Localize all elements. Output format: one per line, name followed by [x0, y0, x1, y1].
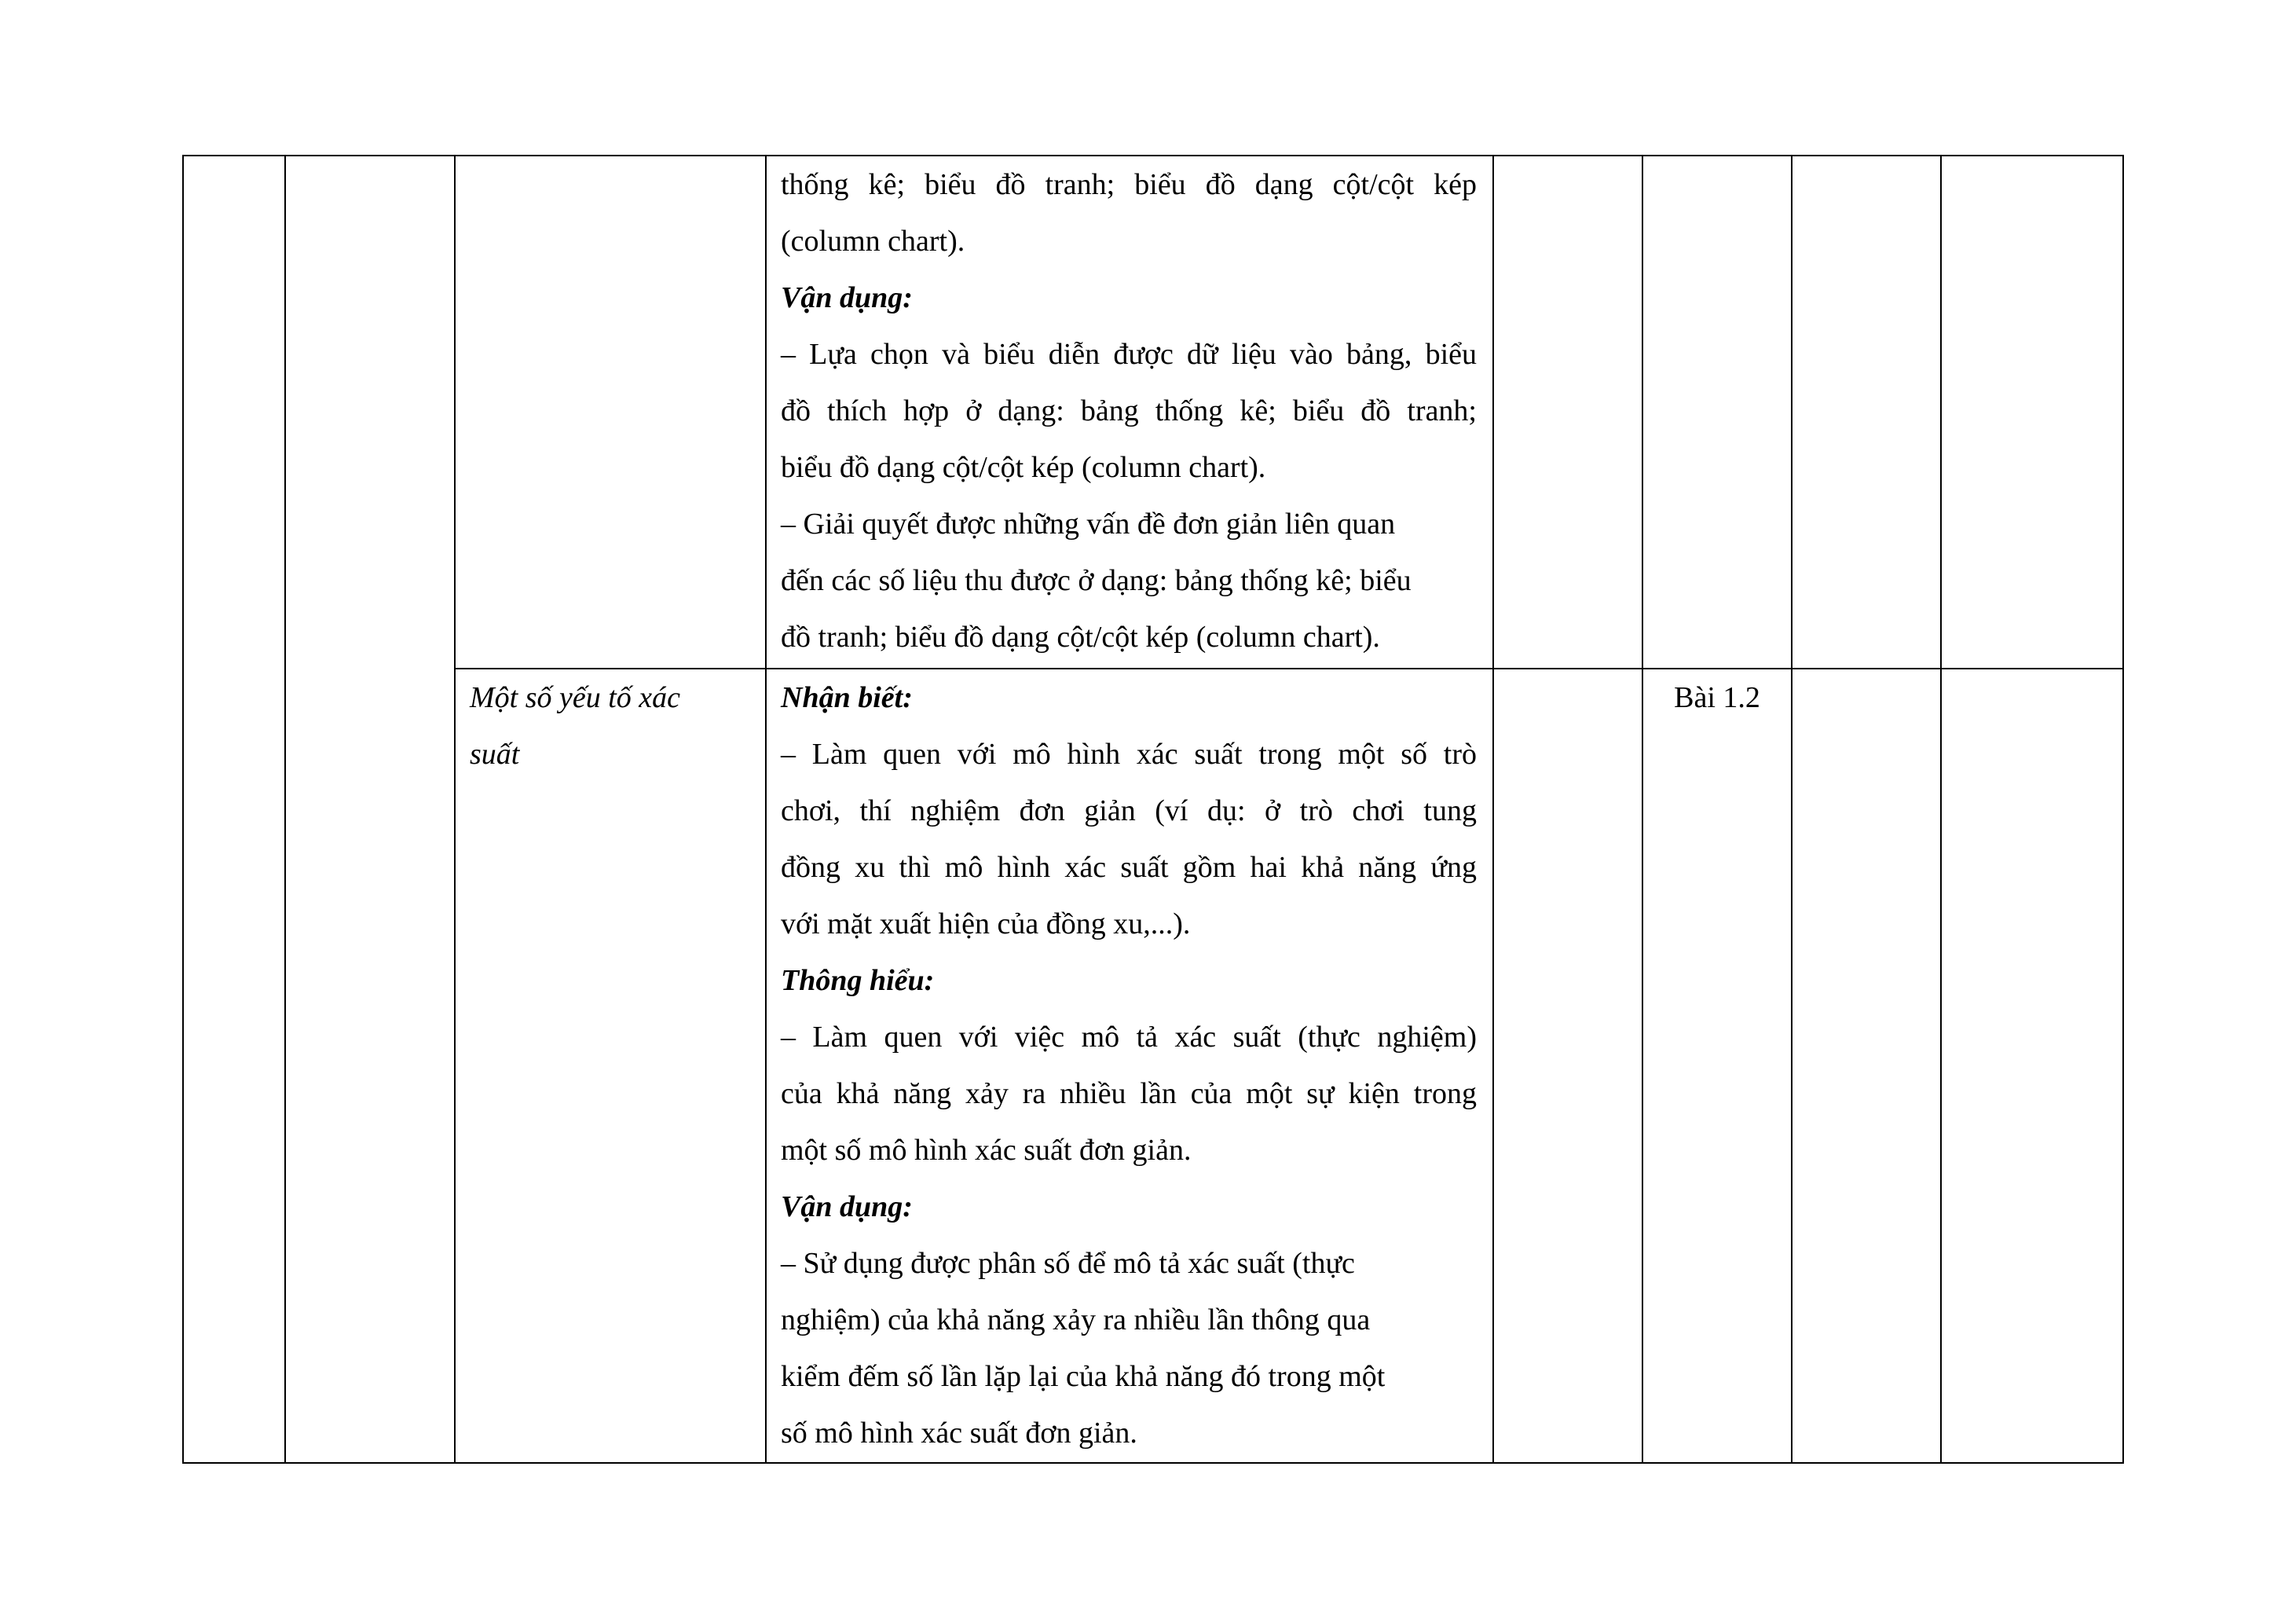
content-lines [781, 156, 1477, 665]
section-heading: Nhận biết: [781, 681, 913, 714]
cell-chapter [285, 156, 455, 1463]
content-line: – Làm quen với việc mô tả xác suất (thực nghiệm) [781, 1021, 1477, 1054]
section-heading: Vận dụng: [781, 1190, 913, 1223]
content-line: đến các số liệu thu được ở dạng: bảng thống kê; biểu [781, 564, 1412, 597]
section-heading: Vận dụng: [781, 281, 913, 314]
question-ref: Bài 1.2 [1674, 681, 1760, 714]
cell-level-3 [1792, 669, 1941, 1463]
cell-content [766, 156, 1493, 669]
content-line: đồ tranh; biểu đồ dạng cột/cột kép (column chart). [781, 621, 1380, 654]
table-row [183, 156, 2123, 669]
section-heading: Thông hiểu: [781, 964, 935, 997]
content-line: đồ thích hợp ở dạng: bảng thống kê; biểu đồ tranh; [781, 394, 1477, 427]
content-line: thống kê; biểu đồ tranh; biểu đồ dạng cột/cột kép [781, 168, 1477, 201]
content-line: (column chart). [781, 225, 965, 258]
content-line: của khả năng xảy ra nhiều lần của một sự kiện trong [781, 1077, 1477, 1110]
cell-content [766, 669, 1493, 1463]
content-line: biểu đồ dạng cột/cột kép (column chart). [781, 451, 1266, 484]
cell-topic [455, 669, 766, 1463]
cell-level-2 [1642, 669, 1792, 1463]
content-line: số mô hình xác suất đơn giản. [781, 1417, 1137, 1450]
content-lines [781, 669, 1477, 1461]
cell-topic [455, 156, 766, 669]
content-line: – Sử dụng được phân số để mô tả xác suất (thực [781, 1247, 1355, 1280]
content-line: đồng xu thì mô hình xác suất gồm hai khả năng ứng [781, 851, 1477, 884]
content-line: một số mô hình xác suất đơn giản. [781, 1134, 1192, 1167]
table-row [183, 669, 2123, 1463]
cell-level-4 [1941, 156, 2123, 669]
content-line: nghiệm) của khả năng xảy ra nhiều lần thông qua [781, 1303, 1371, 1336]
content-line: chơi, thí nghiệm đơn giản (ví dụ: ở trò chơi tung [781, 794, 1477, 827]
cell-level-1 [1493, 156, 1642, 669]
topic-line: suất [470, 738, 520, 771]
content-line: – Giải quyết được những vấn đề đơn giản liên quan [781, 508, 1396, 541]
cell-index [183, 156, 285, 1463]
content-line: – Lựa chọn và biểu diễn được dữ liệu vào bảng, biểu [781, 338, 1477, 371]
cell-level-2 [1642, 156, 1792, 669]
content-line: – Làm quen với mô hình xác suất trong một số trò [781, 738, 1477, 771]
content-line: với mặt xuất hiện của đồng xu,...). [781, 907, 1191, 940]
cell-level-3 [1792, 156, 1941, 669]
cell-level-1 [1493, 669, 1642, 1463]
cell-level-4 [1941, 669, 2123, 1463]
topic-line: Một số yếu tố xác [470, 681, 681, 714]
content-line: kiểm đếm số lần lặp lại của khả năng đó trong một [781, 1360, 1386, 1393]
matrix-table [182, 155, 2124, 1464]
